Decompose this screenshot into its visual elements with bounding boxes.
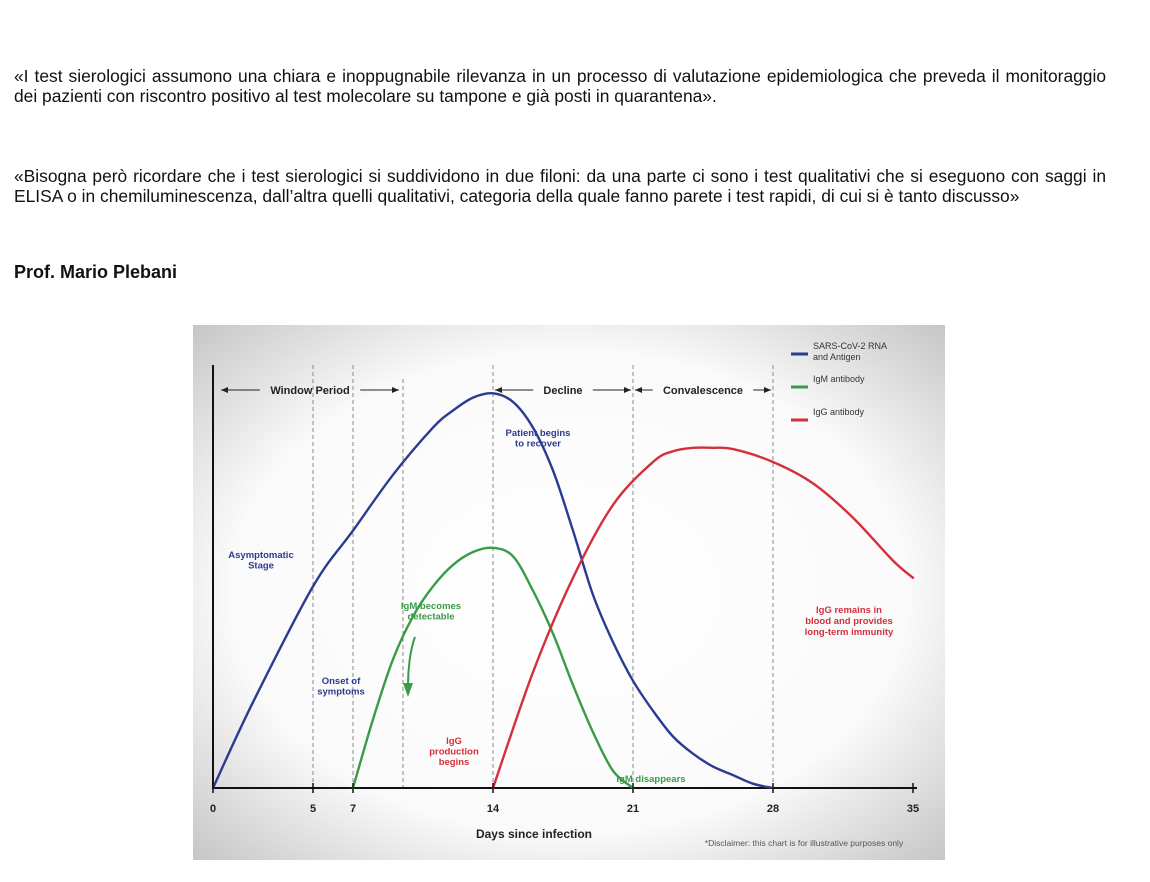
- annotation-onset-symptoms: Onset of: [321, 676, 361, 687]
- legend-label: SARS-CoV-2 RNA: [813, 341, 888, 351]
- paragraph-1: «I test sierologici assumono una chiara e inoppugnabile rilevanza in un processo di valutazione epidemiologica che preveda il monitoraggio dei pazienti con riscontro positivo al test molecolare su tampone e già posti in quarantena».: [14, 66, 1106, 106]
- legend-label: IgG antibody: [813, 407, 865, 417]
- legend-label: IgM antibody: [813, 374, 865, 384]
- annotation-igg-remains: long-term immunity: [804, 627, 894, 638]
- annotation-igm-disappears: IgM disappears: [616, 774, 686, 785]
- x-tick-label: 5: [309, 803, 317, 815]
- legend-label: and Antigen: [813, 352, 861, 362]
- x-tick-label: 0: [209, 803, 217, 815]
- period-label: Decline: [543, 385, 583, 397]
- annotation-igg-production-begins: begins: [438, 757, 470, 768]
- annotation-igg-remains: blood and provides: [805, 616, 893, 627]
- x-tick-label: 14: [486, 803, 500, 815]
- annotation-asymptomatic-stage: Stage: [248, 560, 274, 572]
- author-name: Prof. Mario Plebani: [14, 262, 178, 282]
- period-label: Convalescence: [662, 385, 744, 397]
- x-tick-label: 35: [906, 803, 920, 815]
- x-tick-label: 7: [349, 803, 357, 815]
- annotation-patient-recovers: Patient begins: [505, 428, 571, 439]
- chart-disclaimer: *Disclaimer: this chart is for illustrative purposes only: [704, 838, 904, 848]
- annotation-asymptomatic-stage: Asymptomatic: [228, 550, 294, 561]
- x-tick-label: 28: [766, 803, 780, 815]
- chart-svg: [193, 325, 945, 860]
- period-label: Window Period: [270, 385, 350, 397]
- annotation-igg-production-begins: IgG: [446, 736, 462, 747]
- annotation-igm-detectable: detectable: [407, 611, 455, 623]
- chart-background: [193, 325, 945, 860]
- x-axis-label: Days since infection: [475, 827, 593, 841]
- x-tick-label: 21: [626, 803, 640, 815]
- annotation-igg-remains: IgG remains in: [816, 605, 882, 616]
- annotation-patient-recovers: to recover: [515, 438, 561, 450]
- annotation-igg-production-begins: production: [429, 746, 479, 758]
- annotation-onset-symptoms: symptoms: [317, 686, 365, 698]
- paragraph-2: «Bisogna però ricordare che i test sierologici si suddividono in due filoni: da una parte ci sono i test qualitativi che si eseguono con saggi in ELISA o in chemiluminescenza, dall’altra quelli qualitativi, categoria della quale fanno parete i test rapidi, di cui si è tanto discusso»: [14, 166, 1106, 206]
- annotation-igm-detectable: IgM becomes: [400, 601, 462, 612]
- antibody-timeline-chart: [193, 325, 945, 860]
